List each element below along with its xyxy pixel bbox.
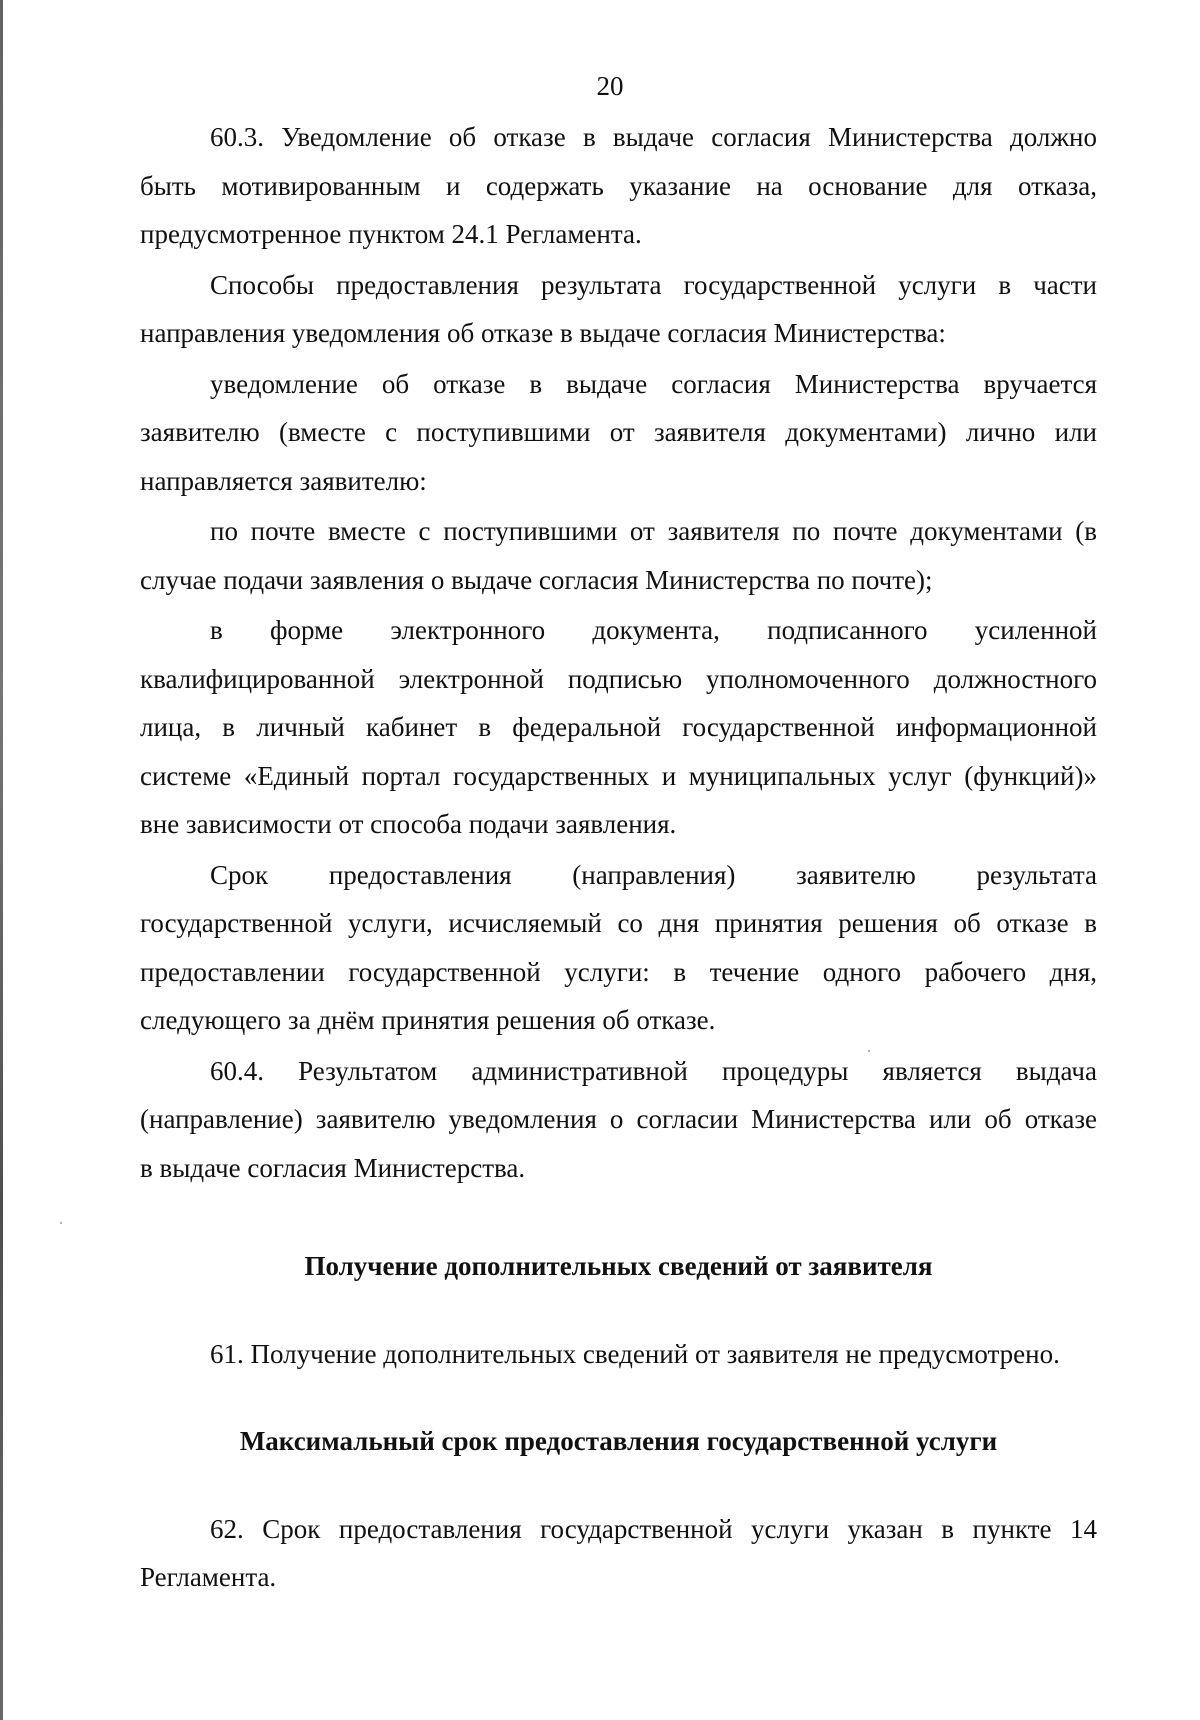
text-line: предоставлении государственной услуги: в течение одного рабочего дня, [140,956,1097,987]
scan-edge [0,0,3,1720]
text-line: быть мотивированным и содержать указание на основание для отказа, [140,170,1097,201]
text-line: (направление) заявителю уведомления о согласии Министерства или об отказе [140,1104,1097,1134]
text-line: заявителю (вместе с поступившими от заявителя документами) лично или [140,417,1097,447]
text-line: следующего за днём принятия решения об отказе. [140,1005,716,1035]
text-line: 60.3. Уведомление об отказе в выдаче согласия Министерства должно [210,122,1097,152]
paragraph-by-mail [140,507,1097,604]
scan-speck [60,1222,62,1224]
text-line: 61. Получение дополнительных сведений от заявителя не предусмотрено. [210,1339,1060,1369]
paragraph-electronic [140,606,1097,849]
page-number: 20 [596,71,624,101]
paragraph-60-3 [140,113,1097,259]
document-body [140,113,1097,1602]
section-heading: Максимальный срок предоставления государственной услуги [239,1425,998,1456]
text-line: 62. Срок предоставления государственной услуги указан в пункте 14 [210,1513,1097,1544]
paragraph-notice-delivery [140,360,1097,506]
text-line: Регламента. [140,1562,277,1592]
text-line: случае подачи заявления о выдаче согласия Министерства по почте); [140,564,933,595]
text-line: уведомление об отказе в выдаче согласия Министерства вручается [210,368,1097,399]
text-line: Способы предоставления результата государственной услуги в части [210,269,1097,300]
text-line: 60.4. Результатом административной процедуры является выдача [210,1055,1097,1086]
paragraph-61 [140,1330,1097,1379]
section-heading: Получение дополнительных сведений от заявителя [304,1251,933,1281]
text-line: в форме электронного документа, подписанного усиленной [210,615,1097,645]
text-line: квалифицированной электронной подписью уполномоченного должностного [140,663,1097,694]
paragraph-60-4 [140,1047,1097,1193]
paragraph-62 [140,1505,1097,1602]
paragraph-term [140,851,1097,1045]
text-line: в выдаче согласия Министерства. [140,1152,526,1183]
text-line: направляется заявителю: [140,465,427,496]
paragraph-methods [140,261,1097,358]
text-line: предусмотренное пунктом 24.1 Регламента. [140,219,642,249]
text-line: системе «Единый портал государственных и муниципальных услуг (функций)» [140,760,1097,791]
text-line: направления уведомления об отказе в выдаче согласия Министерства: [140,318,946,348]
text-line: государственной услуги, исчисляемый со дня принятия решения об отказе в [140,908,1097,938]
text-line: лица, в личный кабинет в федеральной государственной информационной [140,712,1097,742]
text-line: по почте вместе с поступившими от заявителя по почте документами (в [210,516,1097,546]
text-line: вне зависимости от способа подачи заявления. [140,809,677,839]
text-line: Срок предоставления (направления) заявителю результата [210,859,1097,890]
